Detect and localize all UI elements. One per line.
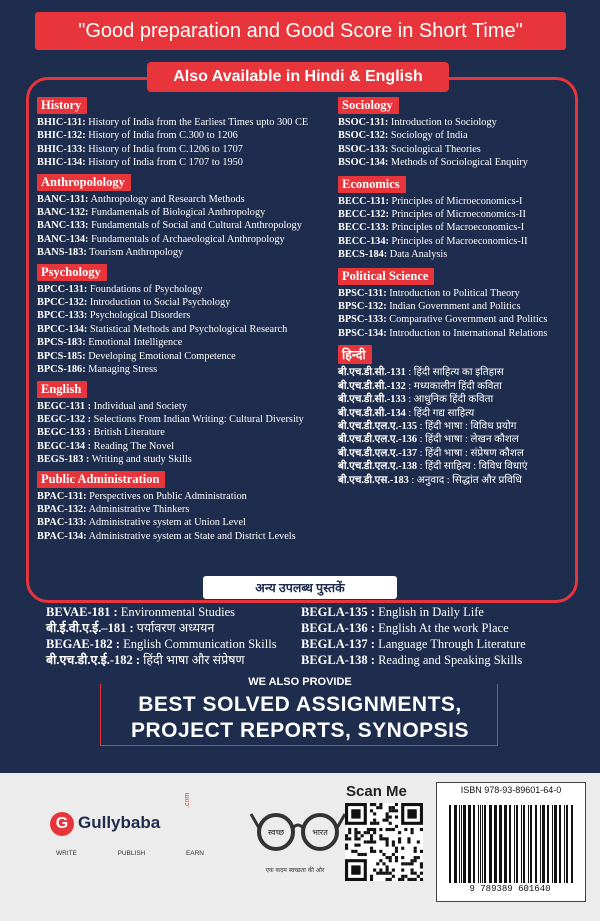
course-title: Methods of Sociological Enquiry (390, 157, 528, 169)
course-item (338, 287, 578, 300)
course-code: BEGC-134 : (37, 440, 92, 452)
logo-g-icon: G (50, 812, 74, 836)
course-code: BANS-183: (37, 247, 87, 259)
course-title: Principles of Macroeconomics-II (391, 235, 528, 247)
course-code: BPSC-131: (338, 287, 387, 299)
course-item (37, 129, 337, 142)
course-code: बी.एच.डी.सी.-131 (338, 367, 406, 379)
other-book-item (301, 636, 571, 652)
logo-domain: .com (184, 792, 191, 808)
course-item (338, 235, 578, 248)
course-title: Foundations of Psychology (89, 283, 203, 295)
course-item (338, 393, 578, 406)
course-code: BECC-131: (338, 195, 389, 207)
course-item (338, 143, 578, 156)
course-title: Psychological Disorders (89, 310, 191, 322)
section-title: Economics (338, 176, 406, 193)
provide-label: WE ALSO PROVIDE (225, 676, 375, 688)
course-code: बी.एच.डी.सी.-132 (338, 380, 406, 392)
course-code: बी.एच.डी.एल.ए.-138 (338, 461, 418, 473)
section-title: हिन्दी (338, 345, 372, 364)
course-title: Introduction to Social Psychology (89, 297, 231, 309)
course-item (37, 323, 337, 336)
course-code: BECC-133: (338, 222, 389, 234)
course-item (338, 474, 578, 487)
course-item (37, 336, 337, 349)
section-title: Anthropolology (37, 174, 131, 191)
section-1 (37, 173, 337, 260)
course-title: Administrative system at Union Level (88, 517, 246, 529)
section-3 (37, 380, 337, 467)
logo-tagline (50, 850, 210, 857)
course-title: Developing Emotional Competence (88, 350, 236, 362)
course-item (37, 400, 337, 413)
course-code: BSOC-131: (338, 117, 389, 128)
course-title: History of India from C 1707 to 1950 (88, 157, 243, 169)
course-title: : हिंदी भाषा : विविध प्रयोग (419, 420, 517, 432)
other-book-title: Language Through Literature (378, 637, 526, 651)
course-item (338, 300, 578, 313)
course-code: बी.एच.डी.एल.ए.-135 (338, 420, 418, 432)
other-books-right (301, 604, 571, 668)
other-book-code: BEVAE-181 : (46, 605, 118, 619)
course-code: BPCC-134: (37, 323, 88, 335)
barcode-digits: 9 789389 601640 (469, 884, 551, 894)
course-item (37, 193, 337, 206)
course-item (338, 221, 578, 234)
course-item (338, 433, 578, 446)
swachh-bharat-glasses-icon (248, 804, 348, 864)
course-title: British Literature (93, 427, 165, 439)
other-books-banner-text: अन्य उपलब्ध पुस्तकें (255, 581, 345, 595)
course-item (37, 440, 337, 453)
course-code: BEGC-133 : (37, 427, 92, 439)
course-item (37, 296, 337, 309)
course-item (37, 143, 337, 156)
section-title: Psychology (37, 264, 107, 281)
tagline-publish: PUBLISH (117, 850, 146, 857)
course-title: Comparative Government and Politics (389, 314, 548, 326)
course-code: BECC-134: (338, 235, 389, 247)
course-code: बी.एच.डी.सी.-134 (338, 407, 406, 419)
section-title: English (37, 381, 87, 398)
course-item (37, 516, 337, 529)
course-item (37, 309, 337, 322)
assignments-line-2: PROJECT REPORTS, SYNOPSIS (130, 719, 470, 742)
course-title: : मध्यकालीन हिंदी कविता (408, 380, 502, 392)
other-book-title: Environmental Studies (120, 605, 236, 619)
course-code: BPAC-131: (37, 490, 87, 502)
course-item (338, 407, 578, 420)
course-code: BHIC-134: (37, 157, 86, 169)
course-title: Introduction to Political Theory (389, 287, 520, 299)
scan-me-label: Scan Me (346, 783, 407, 800)
course-item (338, 313, 578, 326)
course-title: Managing Stress (88, 364, 158, 376)
section-title: History (37, 97, 87, 114)
other-book-item (301, 652, 571, 668)
course-code: BEGS-183 : (37, 454, 90, 466)
course-title: Introduction to International Relations (389, 327, 548, 339)
course-title: History of India from the Earliest Times upto 300 CE (88, 117, 309, 128)
section-title: Public Administration (37, 471, 165, 488)
top-banner (35, 12, 566, 50)
course-item (37, 530, 337, 543)
course-item (37, 490, 337, 503)
other-book-item (301, 604, 571, 620)
logo-name: Gullybaba (78, 813, 161, 832)
course-code: BPSC-134: (338, 327, 387, 339)
qr-code-icon[interactable] (345, 803, 423, 881)
course-code: BPCS-186: (37, 364, 86, 376)
course-item (37, 206, 337, 219)
course-item (37, 116, 337, 129)
section-0 (338, 96, 578, 170)
course-item (37, 233, 337, 246)
other-book-item (301, 620, 571, 636)
course-title: : हिंदी भाषा : संप्रेषण कौशल (419, 447, 524, 459)
course-item (338, 460, 578, 473)
course-item (37, 156, 337, 169)
course-title: History of India from C.300 to 1206 (88, 130, 238, 142)
other-book-item (46, 652, 296, 668)
course-title: : हिंदी साहित्य का इतिहास (408, 367, 504, 379)
assignments-line-1: BEST SOLVED ASSIGNMENTS, (138, 693, 462, 716)
left-column (37, 96, 337, 546)
course-code: BANC-134: (37, 233, 89, 245)
course-code: BECC-132: (338, 209, 389, 221)
course-title: Sociological Theories (390, 143, 481, 155)
course-code: BHIC-131: (37, 117, 86, 128)
course-item (37, 350, 337, 363)
course-code: BPAC-132: (37, 503, 87, 515)
other-book-title: English in Daily Life (378, 605, 484, 619)
other-book-item (46, 604, 296, 620)
course-item (338, 327, 578, 340)
section-title: Political Science (338, 268, 434, 285)
course-title: History of India from C.1206 to 1707 (88, 143, 243, 155)
course-item (37, 413, 337, 426)
tagline-earn: EARN (185, 850, 204, 857)
section-2 (338, 267, 578, 341)
course-title: Principles of Microeconomics-II (391, 209, 526, 221)
course-title: Principles of Microeconomics-I (391, 195, 523, 207)
course-title: : आधुनिक हिंदी कविता (408, 394, 494, 406)
course-code: बी.एच.डी.एल.ए.-137 (338, 447, 418, 459)
section-3 (338, 345, 578, 487)
course-code: BPCC-131: (37, 283, 88, 295)
course-item (338, 208, 578, 221)
course-item (338, 380, 578, 393)
course-code: BEGC-131 : (37, 400, 92, 412)
course-title: Anthropology and Research Methods (90, 193, 245, 205)
course-code: BPCC-133: (37, 310, 88, 322)
other-book-title: Reading and Speaking Skills (378, 653, 523, 667)
course-title: Fundamentals of Social and Cultural Anthropology (91, 220, 302, 232)
course-item (37, 283, 337, 296)
course-title: : हिंदी भाषा : लेखन कौशल (419, 434, 519, 446)
course-title: Perspectives on Public Administration (89, 490, 247, 502)
swachh-left-word: स्वच्छ (267, 828, 285, 837)
course-code: बी.एच.डी.एस.-183 (338, 474, 409, 486)
course-title: Tourism Anthropology (89, 247, 184, 259)
course-code: BSOC-134: (338, 157, 389, 169)
other-books-banner (203, 576, 397, 599)
other-book-title: English At the work Place (378, 621, 509, 635)
course-title: : अनुवाद : सिद्धांत और प्रविधि (411, 474, 522, 486)
course-title: Data Analysis (389, 249, 448, 261)
course-title: Administrative system at State and District Levels (88, 530, 296, 542)
swachh-caption: एक कदम स्वच्छता की ओर (265, 867, 325, 874)
course-item (37, 426, 337, 439)
course-item (338, 195, 578, 208)
course-item (37, 503, 337, 516)
tagline-write: WRITE (56, 850, 77, 857)
other-book-title: हिंदी भाषा और संप्रेषण (143, 653, 245, 667)
course-item (338, 420, 578, 433)
course-code: BPCS-185: (37, 350, 86, 362)
course-title: Principles of Macroeconomics-I (391, 222, 525, 234)
other-book-code: बी.एच.डी.ए.ई.-182 : (46, 653, 141, 667)
section-4 (37, 470, 337, 544)
course-item (338, 129, 578, 142)
course-item (37, 363, 337, 376)
course-title: Reading The Novel (93, 440, 175, 452)
course-code: BSOC-133: (338, 143, 389, 155)
course-title: Individual and Society (93, 400, 187, 412)
course-title: Statistical Methods and Psychological Research (89, 323, 288, 335)
course-item (338, 116, 578, 129)
course-item (338, 248, 578, 261)
course-code: बी.एच.डी.सी.-133 (338, 394, 406, 406)
course-code: BSOC-132: (338, 130, 389, 142)
course-title: Fundamentals of Biological Anthropology (91, 207, 266, 219)
course-title: : हिंदी गद्य साहित्य (408, 407, 475, 419)
course-code: BHIC-132: (37, 130, 86, 142)
other-book-code: BEGAE-182 : (46, 637, 120, 651)
section-0 (37, 96, 337, 170)
section-1 (338, 175, 578, 262)
other-book-item (46, 620, 296, 636)
course-code: BPAC-133: (37, 517, 87, 529)
course-title: Sociology of India (390, 130, 468, 142)
other-books-left (46, 604, 296, 668)
course-title: Indian Government and Politics (389, 301, 521, 313)
course-title: Selections From Indian Writing: Cultural Diversity (93, 413, 304, 425)
section-title: Sociology (338, 97, 399, 114)
other-book-code: बी.ई.वी.ए.ई.–181 : (46, 621, 134, 635)
course-title: : हिंदी साहित्य : विविध विधाएं (419, 461, 528, 473)
course-item (37, 246, 337, 259)
course-item (37, 219, 337, 232)
course-code: BPSC-133: (338, 314, 387, 326)
course-code: BECS-184: (338, 249, 388, 261)
swachh-right-word: भारत (312, 828, 328, 837)
other-book-code: BEGLA-135 : (301, 605, 375, 619)
right-column (338, 96, 578, 492)
available-banner (147, 62, 449, 92)
course-code: BANC-133: (37, 220, 89, 232)
other-book-item (46, 636, 296, 652)
course-item (338, 447, 578, 460)
course-code: BHIC-133: (37, 143, 86, 155)
top-banner-text: "Good preparation and Good Score in Short Time" (78, 19, 523, 42)
course-code: BPCS-183: (37, 337, 86, 349)
other-book-title: English Communication Skills (123, 637, 277, 651)
course-title: Fundamentals of Archaeological Anthropology (91, 233, 285, 245)
other-book-code: BEGLA-138 : (301, 653, 375, 667)
course-code: BANC-131: (37, 193, 89, 205)
course-title: Writing and study Skills (91, 454, 192, 466)
course-title: Emotional Intelligence (88, 337, 183, 349)
available-banner-text: Also Available in Hindi & English (173, 68, 423, 85)
course-title: Introduction to Sociology (390, 117, 497, 128)
course-item (37, 453, 337, 466)
course-code: BPCC-132: (37, 297, 88, 309)
course-code: बी.एच.डी.एल.ए.-136 (338, 434, 418, 446)
course-code: BPSC-132: (338, 301, 387, 313)
isbn-text: ISBN 978-93-89601-64-0 (460, 785, 562, 795)
course-title: Administrative Thinkers (88, 503, 190, 515)
course-code: BANC-132: (37, 207, 89, 219)
section-2 (37, 263, 337, 377)
other-book-code: BEGLA-137 : (301, 637, 375, 651)
course-code: BEGC-132 : (37, 413, 92, 425)
other-book-code: BEGLA-136 : (301, 621, 375, 635)
other-book-title: पर्यावरण अध्ययन (136, 621, 215, 635)
course-item (338, 366, 578, 379)
course-code: BPAC-134: (37, 530, 87, 542)
course-item (338, 156, 578, 169)
